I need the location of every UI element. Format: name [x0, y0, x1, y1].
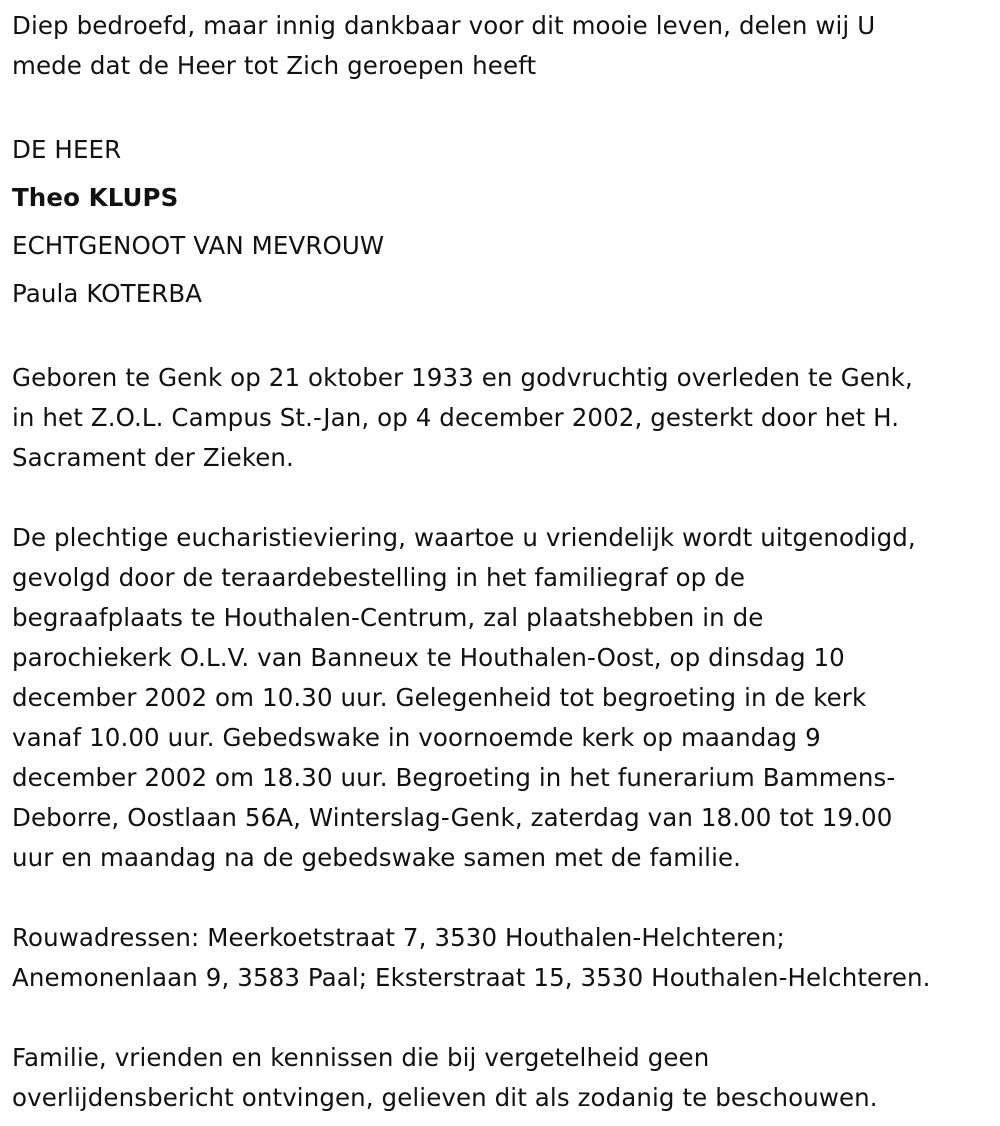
intro-paragraph	[12, 6, 997, 86]
address-line: Rouwadressen: Meerkoetstraat 7, 3530 Houthalen-Helchteren;	[12, 923, 785, 952]
ceremony-line: uur en maandag na de gebedswake samen met de familie.	[12, 843, 742, 872]
addresses-paragraph	[12, 918, 997, 998]
deceased-block	[12, 126, 997, 318]
paragraph-spacer	[12, 86, 997, 126]
deceased-name: Theo KLUPS	[12, 183, 179, 212]
ceremony-paragraph	[12, 518, 997, 878]
intro-line: Diep bedroefd, maar innig dankbaar voor dit mooie leven, delen wij U	[12, 11, 876, 40]
ceremony-line: De plechtige eucharistieviering, waartoe u vriendelijk wordt uitgenodigd,	[12, 523, 916, 552]
deceased-relation: ECHTGENOOT VAN MEVROUW	[12, 231, 385, 260]
ceremony-line: Deborre, Oostlaan 56A, Winterslag-Genk, zaterdag van 18.00 tot 19.00	[12, 803, 893, 832]
ceremony-line: parochiekerk O.L.V. van Banneux te Houthalen-Oost, op dinsdag 10	[12, 643, 845, 672]
birth-death-line: in het Z.O.L. Campus St.-Jan, op 4 december 2002, gesterkt door het H.	[12, 403, 900, 432]
deceased-title: DE HEER	[12, 135, 122, 164]
ceremony-line: december 2002 om 10.30 uur. Gelegenheid tot begroeting in de kerk	[12, 683, 867, 712]
birth-death-paragraph	[12, 358, 997, 478]
paragraph-spacer	[12, 878, 997, 918]
birth-death-line: Sacrament der Zieken.	[12, 443, 294, 472]
ceremony-line: december 2002 om 18.30 uur. Begroeting in het funerarium Bammens-	[12, 763, 896, 792]
ceremony-line: begraafplaats te Houthalen-Centrum, zal plaatshebben in de	[12, 603, 764, 632]
ceremony-line: gevolgd door de teraardebestelling in het familiegraf op de	[12, 563, 746, 592]
closing-paragraph	[12, 1038, 997, 1118]
paragraph-spacer	[12, 318, 997, 358]
paragraph-spacer	[12, 998, 997, 1038]
intro-line: mede dat de Heer tot Zich geroepen heeft	[12, 51, 537, 80]
ceremony-line: vanaf 10.00 uur. Gebedswake in voornoemde kerk op maandag 9	[12, 723, 821, 752]
address-line: Anemonenlaan 9, 3583 Paal; Eksterstraat 15, 3530 Houthalen-Helchteren.	[12, 963, 931, 992]
closing-line: overlijdensbericht ontvingen, gelieven dit als zodanig te beschouwen.	[12, 1083, 878, 1112]
spouse-name: Paula KOTERBA	[12, 279, 203, 308]
closing-line: Familie, vrienden en kennissen die bij vergetelheid geen	[12, 1043, 710, 1072]
obituary-notice	[12, 6, 997, 1118]
birth-death-line: Geboren te Genk op 21 oktober 1933 en godvruchtig overleden te Genk,	[12, 363, 913, 392]
paragraph-spacer	[12, 478, 997, 518]
